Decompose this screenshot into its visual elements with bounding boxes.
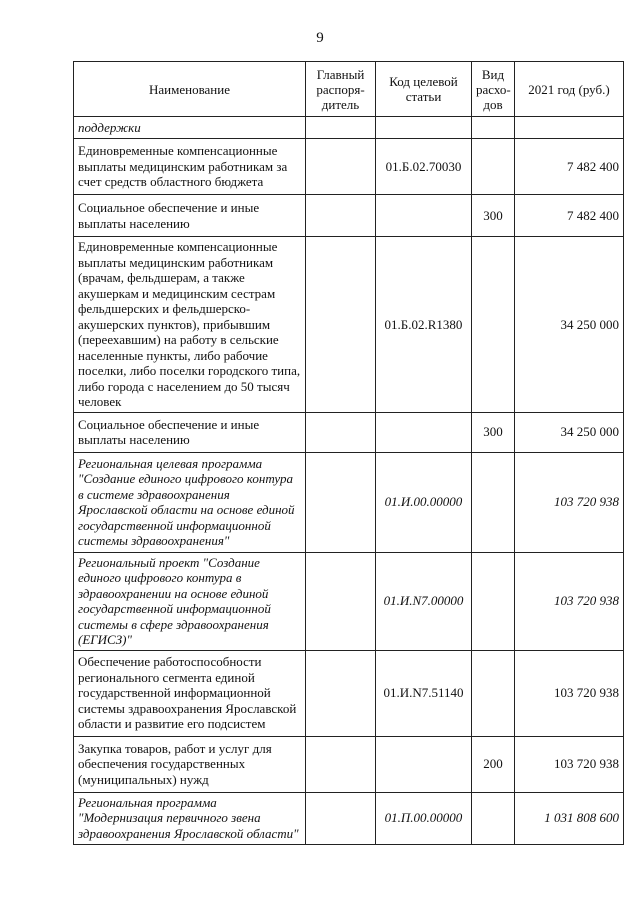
row-name: Закупка товаров, работ и услуг для обеспечения государственных (муниципальных) нужд bbox=[74, 736, 306, 792]
row-name: Единовременные компенсационные выплаты медицинским работникам (врачам, фельдшерам, а также акушеркам и медицинским сестрам фельдшерских и фельдшерско-акушерских пунктов), прибывшим (переехавшим) на работу в сельские населенные пункты, либо рабочие поселки, либо поселки городского типа, либо города с населением до 50 тысяч человек bbox=[74, 237, 306, 413]
table-row bbox=[74, 139, 624, 195]
row-amount: 1 031 808 600 bbox=[515, 792, 624, 844]
row-name: Социальное обеспечение и иные выплаты населению bbox=[74, 412, 306, 452]
table-row bbox=[74, 792, 624, 844]
row-kind: 300 bbox=[472, 195, 515, 237]
row-amount: 103 720 938 bbox=[515, 552, 624, 650]
table-row bbox=[74, 412, 624, 452]
row-amount: 7 482 400 bbox=[515, 195, 624, 237]
row-admin bbox=[306, 237, 376, 413]
row-kind bbox=[472, 650, 515, 736]
row-admin bbox=[306, 195, 376, 237]
table-row bbox=[74, 237, 624, 413]
row-code bbox=[376, 195, 472, 237]
budget-table bbox=[73, 61, 624, 845]
row-code: 01.Б.02.70030 bbox=[376, 139, 472, 195]
row-amount: 7 482 400 bbox=[515, 139, 624, 195]
row-admin bbox=[306, 552, 376, 650]
table-row bbox=[74, 736, 624, 792]
row-amount: 34 250 000 bbox=[515, 237, 624, 413]
header-amount: 2021 год (руб.) bbox=[515, 62, 624, 117]
row-kind bbox=[472, 237, 515, 413]
row-amount bbox=[515, 117, 624, 139]
row-admin bbox=[306, 117, 376, 139]
row-kind bbox=[472, 117, 515, 139]
row-kind bbox=[472, 452, 515, 552]
table-row bbox=[74, 452, 624, 552]
table-row bbox=[74, 552, 624, 650]
row-code bbox=[376, 117, 472, 139]
row-amount: 103 720 938 bbox=[515, 452, 624, 552]
row-kind bbox=[472, 552, 515, 650]
row-admin bbox=[306, 650, 376, 736]
row-code: 01.И.N7.00000 bbox=[376, 552, 472, 650]
row-name: Региональная программа "Модернизация первичного звена здравоохранения Ярославской области" bbox=[74, 792, 306, 844]
row-admin bbox=[306, 792, 376, 844]
row-amount: 103 720 938 bbox=[515, 736, 624, 792]
row-name: Обеспечение работоспособности регионального сегмента единой государственной информационной системы здравоохранения Ярославской области и развитие его подсистем bbox=[74, 650, 306, 736]
row-kind: 300 bbox=[472, 412, 515, 452]
row-name: поддержки bbox=[74, 117, 306, 139]
table-header-row bbox=[74, 62, 624, 117]
row-amount: 34 250 000 bbox=[515, 412, 624, 452]
row-name: Единовременные компенсационные выплаты медицинским работникам за счет средств областного бюджета bbox=[74, 139, 306, 195]
row-name: Региональная целевая программа "Создание единого цифрового контура в системе здравоохранения Ярославской области на основе единой государственной информационной системы здравоохранения" bbox=[74, 452, 306, 552]
row-admin bbox=[306, 412, 376, 452]
page-number: 9 bbox=[316, 30, 324, 46]
row-admin bbox=[306, 452, 376, 552]
row-admin bbox=[306, 139, 376, 195]
table-row bbox=[74, 117, 624, 139]
row-kind: 200 bbox=[472, 736, 515, 792]
row-name: Социальное обеспечение и иные выплаты населению bbox=[74, 195, 306, 237]
row-amount: 103 720 938 bbox=[515, 650, 624, 736]
header-admin: Главный распоря-дитель bbox=[306, 62, 376, 117]
header-name: Наименование bbox=[74, 62, 306, 117]
table-row bbox=[74, 195, 624, 237]
header-code: Код целевой статьи bbox=[376, 62, 472, 117]
row-code bbox=[376, 412, 472, 452]
row-code: 01.П.00.00000 bbox=[376, 792, 472, 844]
row-code: 01.Б.02.R1380 bbox=[376, 237, 472, 413]
row-kind bbox=[472, 792, 515, 844]
header-kind: Вид расхо-дов bbox=[472, 62, 515, 117]
row-code bbox=[376, 736, 472, 792]
row-kind bbox=[472, 139, 515, 195]
row-code: 01.И.00.00000 bbox=[376, 452, 472, 552]
row-name: Региональный проект "Создание единого цифрового контура в здравоохранении на основе единой государственной информационной системы в сфере здравоохранения (ЕГИСЗ)" bbox=[74, 552, 306, 650]
row-admin bbox=[306, 736, 376, 792]
row-code: 01.И.N7.51140 bbox=[376, 650, 472, 736]
table-row bbox=[74, 650, 624, 736]
